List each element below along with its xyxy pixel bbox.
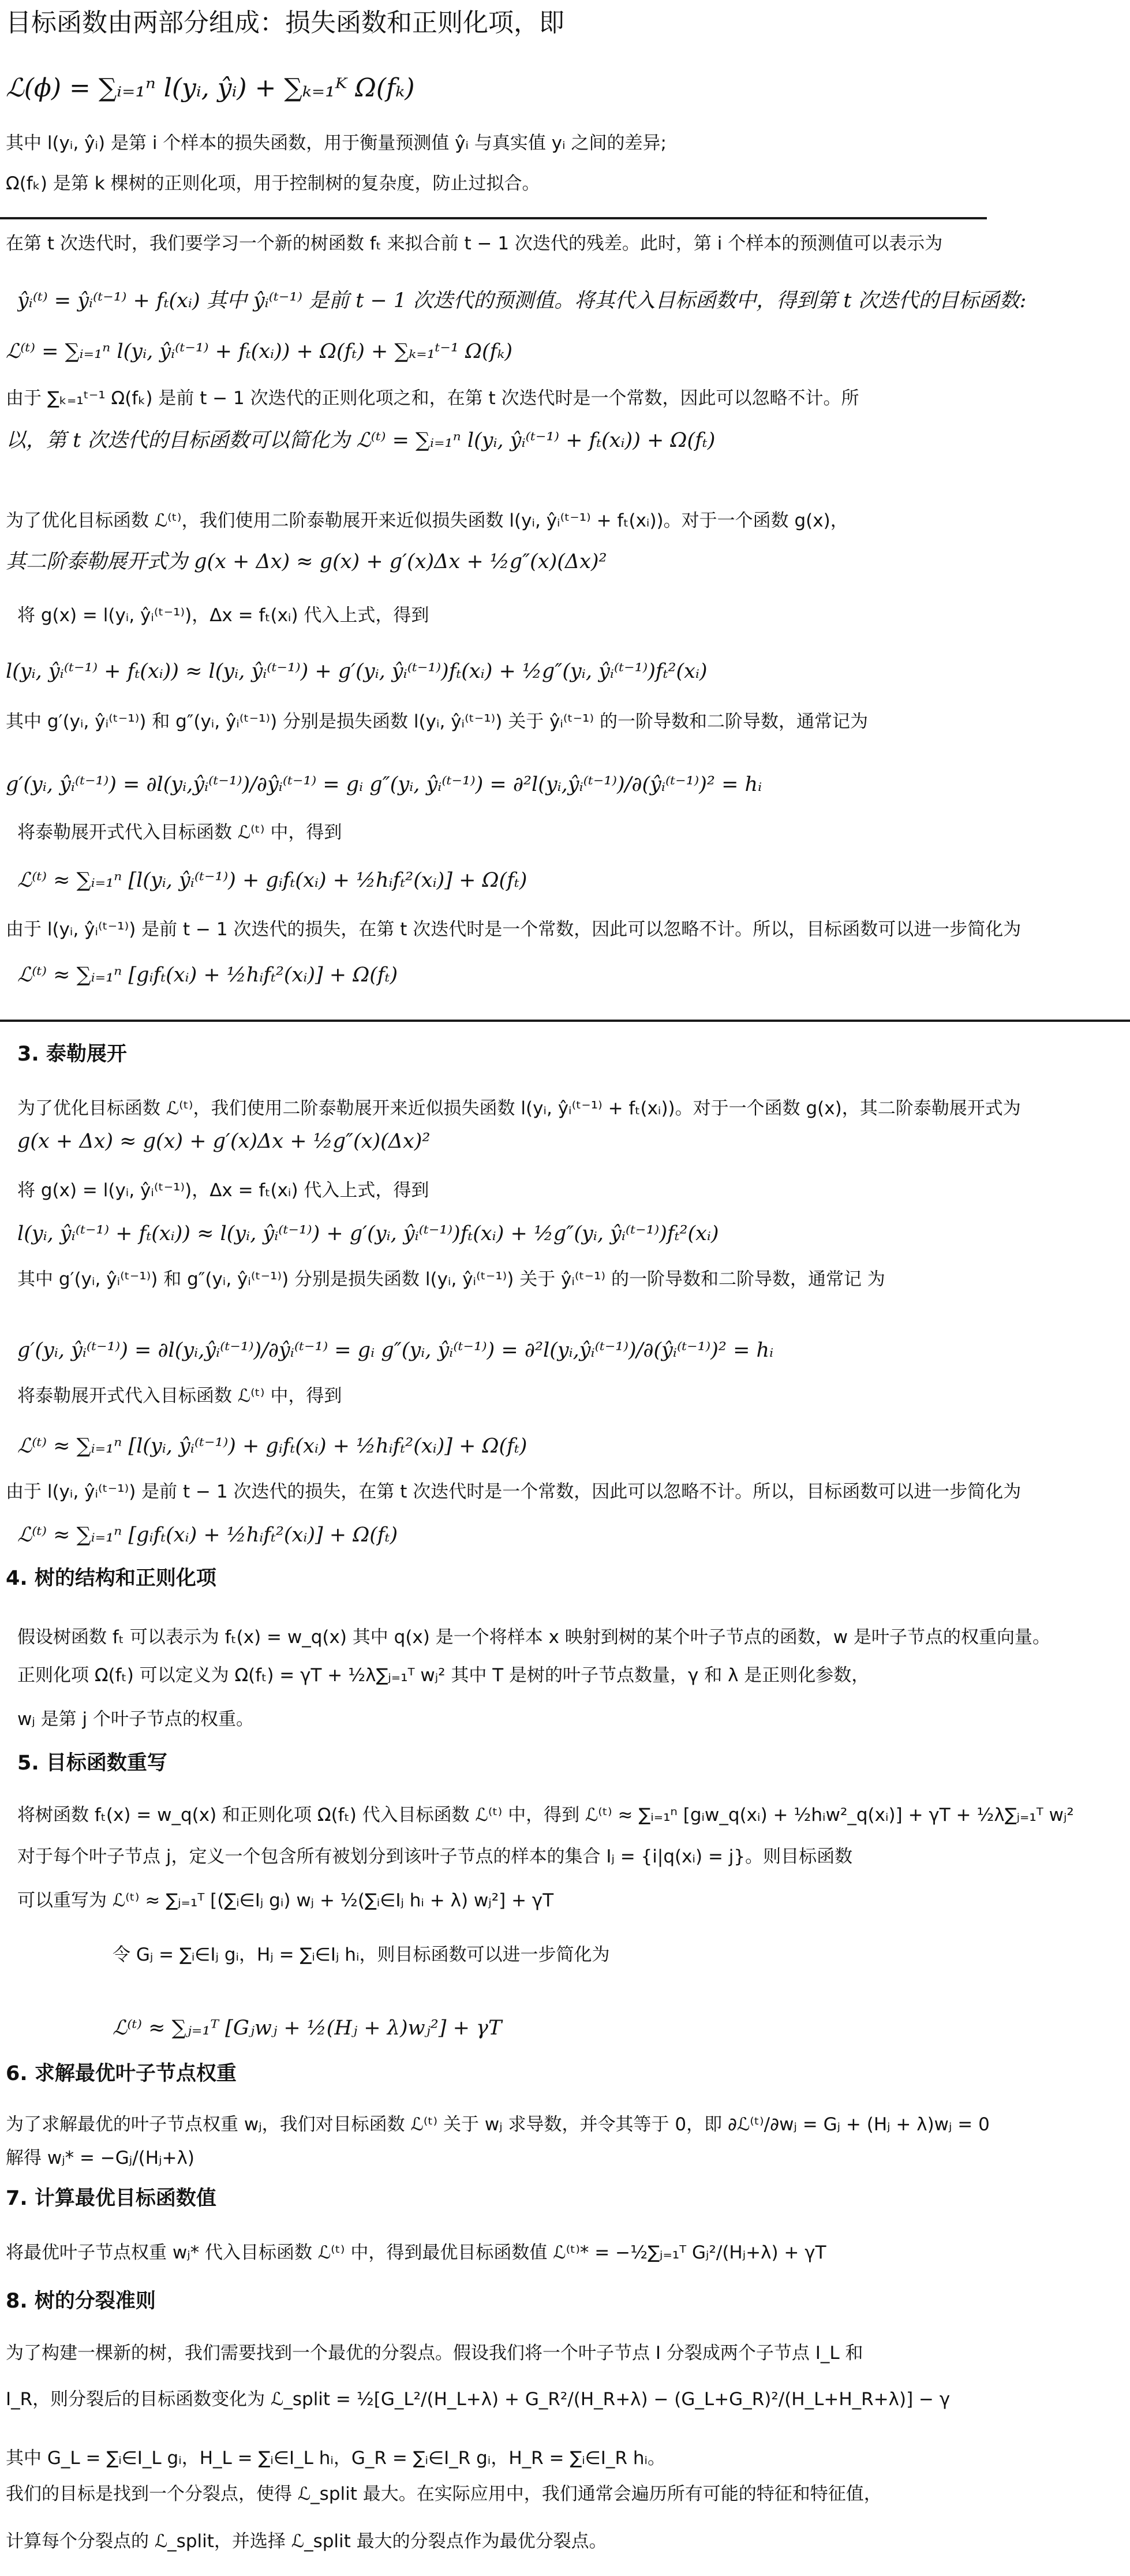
leaf-set-definition: 对于每个叶子节点 j，定义一个包含所有被划分到该叶子节点的样本的集合 Iⱼ = {i|q(xᵢ) = j}。则目标函数: [17, 1846, 853, 1867]
split-statistics: 其中 G_L = ∑ᵢ∈I_L gᵢ，H_L = ∑ᵢ∈I_L hᵢ，G_R = ∑ᵢ∈I_R gᵢ，H_R = ∑ᵢ∈I_R hᵢ。: [6, 2448, 666, 2469]
section-divider: [0, 217, 987, 219]
derivative-note: 其中 g′(yᵢ, ŷᵢ⁽ᵗ⁻¹⁾) 和 g″(yᵢ, ŷᵢ⁽ᵗ⁻¹⁾) 分别是损失函数 l(yᵢ, ŷᵢ⁽ᵗ⁻¹⁾) 关于 ŷᵢ⁽ᵗ⁻¹⁾ 的一阶导数和二阶导数，通常记 为: [17, 1269, 885, 1290]
section-divider: [0, 1020, 1130, 1022]
intro-title: 目标函数由两部分组成：损失函数和正则化项，即: [6, 8, 564, 38]
loss-approximation: l(yᵢ, ŷᵢ⁽ᵗ⁻¹⁾ + fₜ(xᵢ)) ≈ l(yᵢ, ŷᵢ⁽ᵗ⁻¹⁾) + g′(yᵢ, ŷᵢ⁽ᵗ⁻¹⁾)fₜ(xᵢ) + ½g″(yᵢ, ŷᵢ⁽ᵗ⁻¹⁾)fₜ²(xᵢ): [17, 1222, 719, 1245]
iteration-intro: 在第 t 次迭代时，我们要学习一个新的树函数 fₜ 来拟合前 t − 1 次迭代的残差。此时，第 i 个样本的预测值可以表示为: [6, 233, 943, 254]
leaf-objective: ℒ⁽ᵗ⁾ ≈ ∑ⱼ₌₁ᵀ [Gⱼwⱼ + ½(Hⱼ + λ)wⱼ²] + γT: [113, 2017, 502, 2040]
substitution-note: 将 g(x) = l(yᵢ, ŷᵢ⁽ᵗ⁻¹⁾)，Δx = fₜ(xᵢ) 代入上式，得到: [17, 605, 429, 626]
split-selection: 计算每个分裂点的 ℒ_split，并选择 ℒ_split 最大的分裂点作为最优分裂点。: [6, 2531, 607, 2552]
heading-optimal-weight: 6. 求解最优叶子节点权重: [6, 2062, 237, 2085]
simplified-objective: 以，第 t 次迭代的目标函数可以简化为 ℒ⁽ᵗ⁾ = ∑ᵢ₌₁ⁿ l(yᵢ, ŷᵢ⁽ᵗ⁻¹⁾ + fₜ(xᵢ)) + Ω(fₜ): [6, 429, 716, 452]
regularization-definition: 正则化项 Ω(fₜ) 可以定义为 Ω(fₜ) = γT + ½λ∑ⱼ₌₁ᵀ wⱼ² 其中 T 是树的叶子节点数量，γ 和 λ 是正则化参数，: [17, 1665, 870, 1686]
split-goal: 我们的目标是找到一个分裂点，使得 ℒ_split 最大。在实际应用中，我们通常会遍历所有可能的特征和特征值，: [6, 2484, 882, 2504]
derivative-note: 其中 g′(yᵢ, ŷᵢ⁽ᵗ⁻¹⁾) 和 g″(yᵢ, ŷᵢ⁽ᵗ⁻¹⁾) 分别是损失函数 l(yᵢ, ŷᵢ⁽ᵗ⁻¹⁾) 关于 ŷᵢ⁽ᵗ⁻¹⁾ 的一阶导数和二阶导数，通常记为: [6, 711, 868, 732]
gh-definition: 令 Gⱼ = ∑ᵢ∈Iⱼ gᵢ，Hⱼ = ∑ᵢ∈Iⱼ hᵢ，则目标函数可以进一步简化为: [113, 1944, 610, 1965]
approx-objective: ℒ⁽ᵗ⁾ ≈ ∑ᵢ₌₁ⁿ [l(yᵢ, ŷᵢ⁽ᵗ⁻¹⁾) + gᵢfₜ(xᵢ) + ½hᵢfₜ²(xᵢ)] + Ω(fₜ): [17, 869, 527, 892]
objective-substitution: 将树函数 fₜ(x) = w_q(x) 和正则化项 Ω(fₜ) 代入目标函数 ℒ⁽ᵗ⁾ 中，得到 ℒ⁽ᵗ⁾ ≈ ∑ᵢ₌₁ⁿ [gᵢw_q(xᵢ) + ½hᵢw²_q(xᵢ)] + γT + ½λ∑ⱼ₌₁ᵀ wⱼ²: [17, 1805, 1074, 1825]
leaf-weight-note: wⱼ 是第 j 个叶子节点的权重。: [17, 1709, 254, 1730]
constant-loss-note: 由于 l(yᵢ, ŷᵢ⁽ᵗ⁻¹⁾) 是前 t − 1 次迭代的损失，在第 t 次迭代时是一个常数，因此可以忽略不计。所以，目标函数可以进一步简化为: [6, 1481, 1022, 1502]
gradient-hessian-definition: g′(yᵢ, ŷᵢ⁽ᵗ⁻¹⁾) = ∂l(yᵢ,ŷᵢ⁽ᵗ⁻¹⁾)/∂ŷᵢ⁽ᵗ⁻¹⁾ = gᵢ g″(yᵢ, ŷᵢ⁽ᵗ⁻¹⁾) = ∂²l(yᵢ,ŷᵢ⁽ᵗ⁻¹⁾)/∂(ŷᵢ⁽ᵗ⁻¹⁾)² = hᵢ: [17, 1339, 774, 1362]
taylor-intro: 为了优化目标函数 ℒ⁽ᵗ⁾，我们使用二阶泰勒展开来近似损失函数 l(yᵢ, ŷᵢ⁽ᵗ⁻¹⁾ + fₜ(xᵢ))。对于一个函数 g(x)，其二阶泰勒展开式为: [17, 1098, 1021, 1119]
iteration-objective: ℒ⁽ᵗ⁾ = ∑ᵢ₌₁ⁿ l(yᵢ, ŷᵢ⁽ᵗ⁻¹⁾ + fₜ(xᵢ)) + Ω(fₜ) + ∑ₖ₌₁ᵗ⁻¹ Ω(fₖ): [6, 340, 513, 363]
heading-split-criterion: 8. 树的分裂准则: [6, 2290, 156, 2313]
split-gain-formula: I_R，则分裂后的目标函数变化为 ℒ_split = ½[G_L²/(H_L+λ) + G_R²/(H_R+λ) − (G_L+G_R)²/(H_L+H_R+λ)] − γ: [6, 2389, 951, 2410]
taylor-expansion: g(x + Δx) ≈ g(x) + g′(x)Δx + ½g″(x)(Δx)²: [17, 1130, 431, 1153]
taylor-intro: 为了优化目标函数 ℒ⁽ᵗ⁾，我们使用二阶泰勒展开来近似损失函数 l(yᵢ, ŷᵢ⁽ᵗ⁻¹⁾ + fₜ(xᵢ))。对于一个函数 g(x)，: [6, 510, 848, 531]
grouped-objective: 可以重写为 ℒ⁽ᵗ⁾ ≈ ∑ⱼ₌₁ᵀ [(∑ᵢ∈Iⱼ gᵢ) wⱼ + ½(∑ᵢ∈Iⱼ hᵢ + λ) wⱼ²] + γT: [17, 1890, 554, 1911]
approx-objective: ℒ⁽ᵗ⁾ ≈ ∑ᵢ₌₁ⁿ [l(yᵢ, ŷᵢ⁽ᵗ⁻¹⁾) + gᵢfₜ(xᵢ) + ½hᵢfₜ²(xᵢ)] + Ω(fₜ): [17, 1435, 527, 1458]
heading-tree-structure: 4. 树的结构和正则化项: [6, 1567, 216, 1590]
regularization-constant-note: 由于 ∑ₖ₌₁ᵗ⁻¹ Ω(fₖ) 是前 t − 1 次迭代的正则化项之和，在第 t 次迭代时是一个常数，因此可以忽略不计。所: [6, 388, 859, 409]
heading-optimal-objective: 7. 计算最优目标函数值: [6, 2187, 216, 2210]
final-simplified-objective: ℒ⁽ᵗ⁾ ≈ ∑ᵢ₌₁ⁿ [gᵢfₜ(xᵢ) + ½hᵢfₜ²(xᵢ)] + Ω(fₜ): [17, 964, 398, 987]
gradient-hessian-definition: g′(yᵢ, ŷᵢ⁽ᵗ⁻¹⁾) = ∂l(yᵢ,ŷᵢ⁽ᵗ⁻¹⁾)/∂ŷᵢ⁽ᵗ⁻¹⁾ = gᵢ g″(yᵢ, ŷᵢ⁽ᵗ⁻¹⁾) = ∂²l(yᵢ,ŷᵢ⁽ᵗ⁻¹⁾)/∂(ŷᵢ⁽ᵗ⁻¹⁾)² = hᵢ: [6, 773, 762, 796]
split-intro: 为了构建一棵新的树，我们需要找到一个最优的分裂点。假设我们将一个叶子节点 I 分裂成两个子节点 I_L 和: [6, 2343, 863, 2364]
optimal-weight-solution: 解得 wⱼ* = −Gⱼ/(Hⱼ+λ): [6, 2148, 194, 2168]
tree-function-definition: 假设树函数 fₜ 可以表示为 fₜ(x) = w_q(x) 其中 q(x) 是一个将样本 x 映射到树的某个叶子节点的函数，w 是叶子节点的权重向量。: [17, 1627, 1050, 1648]
regularization-description: Ω(fₖ) 是第 k 棵树的正则化项，用于控制树的复杂度，防止过拟合。: [6, 173, 540, 194]
constant-loss-note: 由于 l(yᵢ, ŷᵢ⁽ᵗ⁻¹⁾) 是前 t − 1 次迭代的损失，在第 t 次迭代时是一个常数，因此可以忽略不计。所以，目标函数可以进一步简化为: [6, 919, 1022, 940]
loss-approximation: l(yᵢ, ŷᵢ⁽ᵗ⁻¹⁾ + fₜ(xᵢ)) ≈ l(yᵢ, ŷᵢ⁽ᵗ⁻¹⁾) + g′(yᵢ, ŷᵢ⁽ᵗ⁻¹⁾)fₜ(xᵢ) + ½g″(yᵢ, ŷᵢ⁽ᵗ⁻¹⁾)fₜ²(xᵢ): [6, 660, 708, 683]
substitute-objective-note: 将泰勒展开式代入目标函数 ℒ⁽ᵗ⁾ 中，得到: [17, 822, 342, 843]
loss-description: 其中 l(yᵢ, ŷᵢ) 是第 i 个样本的损失函数，用于衡量预测值 ŷᵢ 与真实值 yᵢ 之间的差异;: [6, 133, 667, 154]
taylor-expansion: 其二阶泰勒展开式为 g(x + Δx) ≈ g(x) + g′(x)Δx + ½g″(x)(Δx)²: [6, 550, 607, 573]
heading-objective-rewrite: 5. 目标函数重写: [17, 1752, 167, 1775]
substitution-note: 将 g(x) = l(yᵢ, ŷᵢ⁽ᵗ⁻¹⁾)，Δx = fₜ(xᵢ) 代入上式，得到: [17, 1180, 429, 1201]
optimal-objective-value: 将最优叶子节点权重 wⱼ* 代入目标函数 ℒ⁽ᵗ⁾ 中，得到最优目标函数值 ℒ⁽ᵗ⁾* = −½∑ⱼ₌₁ᵀ Gⱼ²/(Hⱼ+λ) + γT: [6, 2242, 826, 2263]
objective-formula: ℒ(ϕ) = ∑ᵢ₌₁ⁿ l(yᵢ, ŷᵢ) + ∑ₖ₌₁ᴷ Ω(fₖ): [6, 73, 415, 103]
prediction-formula: ŷᵢ⁽ᵗ⁾ = ŷᵢ⁽ᵗ⁻¹⁾ + fₜ(xᵢ) 其中 ŷᵢ⁽ᵗ⁻¹⁾ 是前 t − 1 次迭代的预测值。将其代入目标函数中，得到第 t 次迭代的目标函数:: [17, 289, 1027, 312]
derivative-condition: 为了求解最优的叶子节点权重 wⱼ，我们对目标函数 ℒ⁽ᵗ⁾ 关于 wⱼ 求导数，并令其等于 0，即 ∂ℒ⁽ᵗ⁾/∂wⱼ = Gⱼ + (Hⱼ + λ)wⱼ = 0: [6, 2114, 990, 2135]
substitute-objective-note: 将泰勒展开式代入目标函数 ℒ⁽ᵗ⁾ 中，得到: [17, 1386, 342, 1406]
heading-taylor-expansion: 3. 泰勒展开: [17, 1043, 127, 1066]
final-simplified-objective: ℒ⁽ᵗ⁾ ≈ ∑ᵢ₌₁ⁿ [gᵢfₜ(xᵢ) + ½hᵢfₜ²(xᵢ)] + Ω(fₜ): [17, 1524, 398, 1547]
